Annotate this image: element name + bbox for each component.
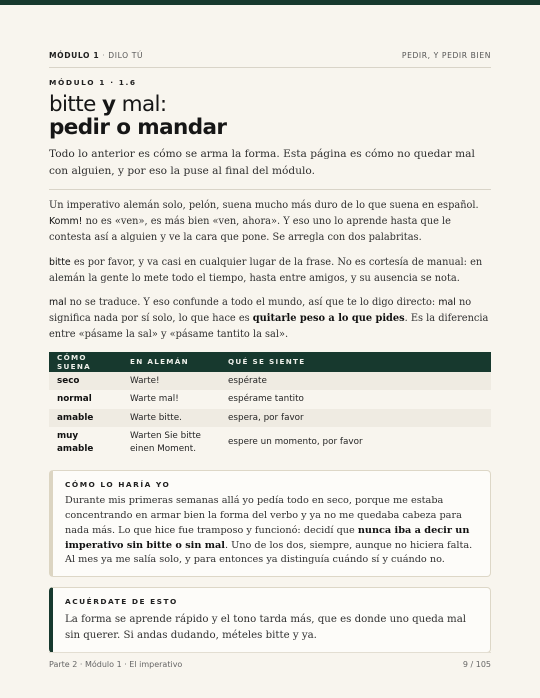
table-cell: Warte mal! (130, 394, 179, 405)
footer-breadcrumb: Parte 2 · Módulo 1 · El imperativo (49, 660, 183, 669)
callout-title: ACUÉRDATE DE ESTO (65, 597, 178, 607)
title-part: mal: (115, 92, 167, 117)
text-run: no significa nada por sí solo, lo que hace es (49, 297, 472, 325)
table-header-cell: CÓMO SUENA (49, 352, 122, 372)
text-run: no se traduce. Y eso confunde a todo el mundo, así que te lo digo directo: (69, 297, 436, 309)
german-term: Komm! (49, 216, 83, 228)
table-cell: normal (57, 394, 92, 405)
german-term: mal (49, 297, 67, 309)
german-term: mal (438, 297, 456, 309)
body-paragraph-2 (49, 255, 491, 287)
title-part-bold: y (101, 92, 116, 117)
text-run: . Uno de los dos, siempre, aunque no hiciera falta. Al mes ya me salía solo, y para entonces ya distinguía cuándo sí y cuándo no. (65, 539, 473, 566)
text-run: Un imperativo alemán solo, pelón, suena mucho más duro de lo que suena en español. (49, 200, 479, 211)
callout-title: CÓMO LO HARÍA YO (65, 480, 171, 490)
table-cell: muy amable (57, 431, 94, 454)
running-header (49, 51, 491, 60)
text-run: es por favor, y va casi en cualquier lugar de la frase. No es cortesía de manual: en alemán la gente lo mete todo el tiempo, hasta entre amigos, y su ausencia se nota. (49, 256, 483, 284)
header-divider (49, 67, 491, 68)
callout-text: La forma se aprende rápido y el tono tarda más, que es donde uno queda mal sin querer. Si andas dudando, mételes bitte y ya. (65, 614, 467, 642)
table-cell: espérate (220, 372, 491, 391)
section-label: DILO TÚ (108, 51, 144, 60)
text-run: . Es la diferencia entre «pásame la sal» y «pásame tantito la sal». (49, 313, 489, 341)
running-header-right: PEDIR, Y PEDIR BIEN (401, 51, 491, 60)
table-header-row (49, 352, 491, 372)
table-cell: Warte! (122, 372, 220, 391)
table-cell: seco (49, 372, 122, 391)
table-header-cell: QUÉ SE SIENTE (220, 352, 491, 372)
emphasis: quitarle peso a lo que pides (252, 313, 405, 325)
footer-divider (49, 652, 491, 653)
table-row (49, 427, 491, 458)
page-content (49, 78, 491, 653)
table-cell: espera, por favor (220, 409, 491, 428)
table-cell: Warte bitte. (122, 409, 220, 428)
tip-callout (49, 470, 491, 577)
lead-paragraph: Todo lo anterior es cómo se arma la forma. Esta página es cómo no quedar mal con alguien, y por eso la puse al final del módulo. (49, 148, 475, 177)
table-row (49, 390, 491, 409)
title-part: bitte (49, 92, 102, 117)
reminder-callout (49, 587, 491, 653)
table-cell: espérame tantito (228, 394, 304, 405)
table-row (49, 372, 491, 391)
callout-text (65, 494, 478, 568)
tone-table (49, 352, 491, 459)
text-run: no es «ven», es más bien «ven, ahora». Y eso uno lo aprende hasta que le contesta así a alguien y ve la cara que pone. Se arregla con dos palabritas. (49, 216, 451, 244)
page-title (49, 93, 491, 139)
module-label: MÓDULO 1 (49, 51, 100, 60)
top-accent-bar (0, 0, 540, 5)
body-paragraph-1 (49, 198, 491, 247)
emphasis: nunca iba a decir un imperativo sin bitte o sin mal (65, 524, 470, 551)
text-run: Durante mis primeras semanas allá yo pedía todo en seco, porque me estaba concentrando en armar bien la forma del verbo y ya no me quedaba cabeza para nada más. Lo que hice fue tramposo y funcionó: decidí que (65, 495, 462, 536)
title-line-1 (49, 92, 167, 117)
table-cell: Warten Sie bitte einen Moment. (130, 431, 201, 454)
content-divider (49, 189, 491, 190)
table-cell: amable (49, 409, 122, 428)
section-eyebrow: MÓDULO 1 · 1.6 (49, 78, 137, 87)
body-paragraph-3 (49, 295, 491, 344)
page-number: 9 / 105 (462, 660, 491, 669)
table-cell: espere un momento, por favor (228, 437, 363, 448)
german-term: bitte (49, 256, 71, 268)
title-line-2: pedir o mandar (49, 115, 227, 140)
running-header-left (49, 51, 143, 60)
table-header-cell: EN ALEMÁN (122, 352, 220, 372)
table-row (49, 409, 491, 428)
page-footer (49, 660, 491, 669)
header-separator: · (102, 51, 106, 60)
